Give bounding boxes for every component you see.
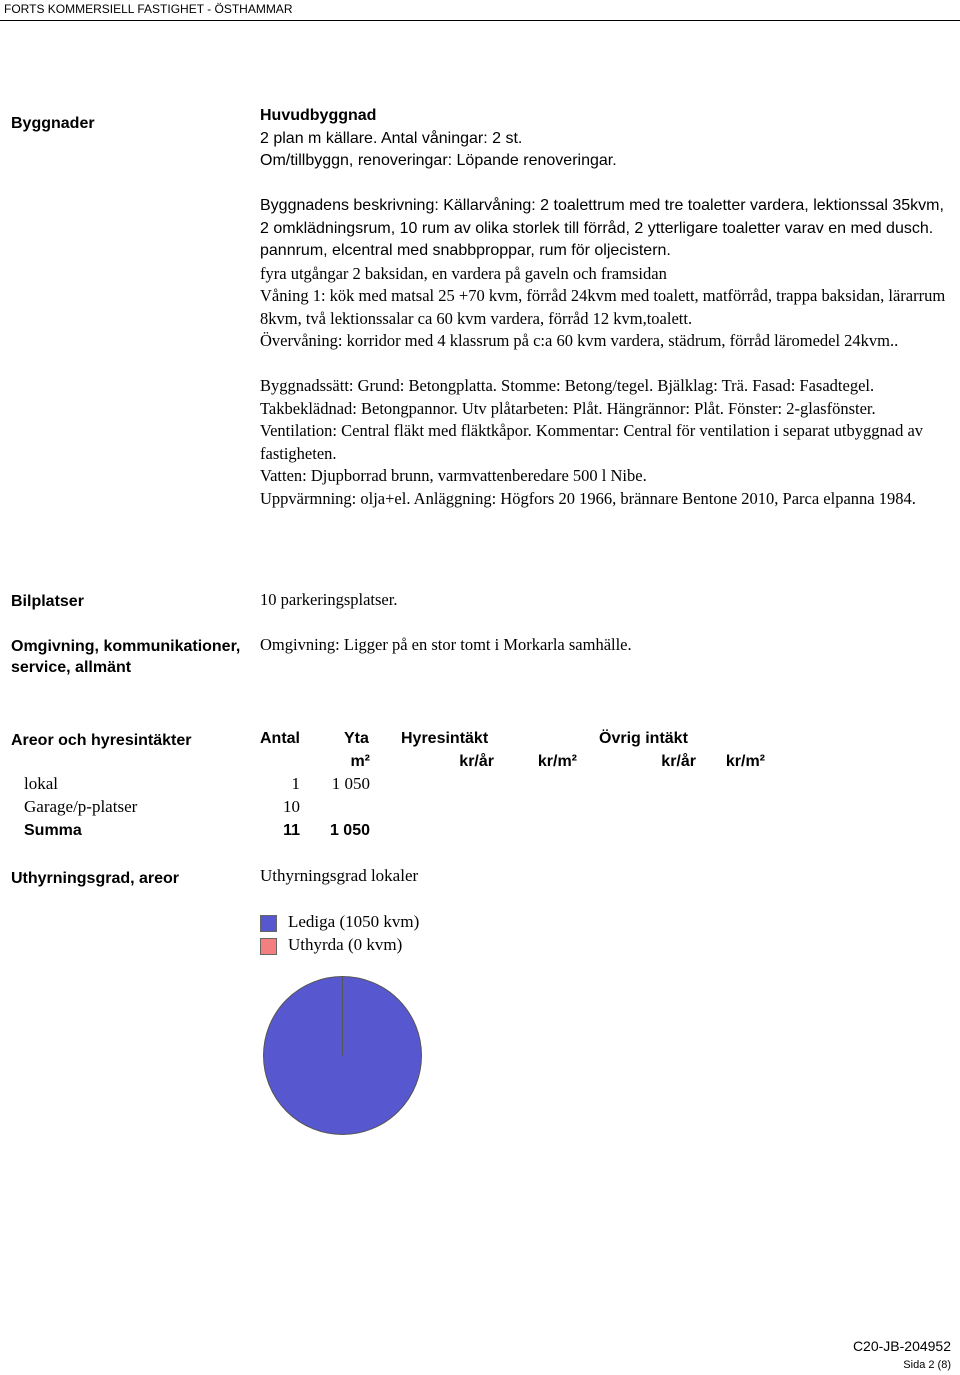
row-antal-summa: 11 <box>283 822 300 839</box>
col-header-hyresintakt: Hyresintäkt <box>401 730 489 747</box>
building-renovations: Om/tillbyggn, renoveringar: Löpande renoveringar. <box>260 152 617 169</box>
chart-title: Uthyrningsgrad lokaler <box>260 866 419 885</box>
row-yta-summa: 1 050 <box>329 822 370 839</box>
row-name-summa: Summa <box>24 822 82 839</box>
col-header-antal: Antal <box>260 730 300 747</box>
building-description-exits: fyra utgångar 2 baksidan, en vardera på gaveln och framsidan <box>260 263 667 283</box>
col-header-ovrig-intakt: Övrig intäkt <box>599 730 688 747</box>
byggnader-content <box>260 105 950 510</box>
legend-label-uthyrda: Uthyrda (0 kvm) <box>288 935 403 954</box>
row-antal-lokal: 1 <box>291 774 300 793</box>
unit-hyra-kr-m2: kr/m² <box>537 753 577 770</box>
building-heading: Huvudbyggnad <box>260 107 377 124</box>
document-header-title: FORTS KOMMERSIELL FASTIGHET - ÖSTHAMMAR <box>4 2 293 16</box>
building-construction: Byggnadssätt: Grund: Betongplatta. Stomme: Betong/tegel. Bjälklag: Trä. Fasad: Fasadtegel. Takbeklädnad: Betongpannor. Utv plåtarbeten: Plåt. Hängrännor: Plåt. Fönster: 2-glasfönster. Ventilation: Central fläkt med fläktkåpor. Kommentar: Central för ventilation i separat utbyggnad av fastigheten. <box>260 376 924 463</box>
row-name-lokal: lokal <box>24 774 58 793</box>
section-label-uthyrningsgrad: Uthyrningsgrad, areor <box>11 870 180 887</box>
row-name-garage: Garage/p-platser <box>24 797 138 816</box>
page-number: Sida 2 (8) <box>903 1359 951 1371</box>
building-floors: 2 plan m källare. Antal våningar: 2 st. <box>260 129 523 147</box>
pie-chart <box>255 968 430 1143</box>
header-divider <box>0 20 960 21</box>
col-header-yta: Yta <box>344 730 369 747</box>
unit-ovrig-kr-ar: kr/år <box>661 753 696 770</box>
bilplatser-text: 10 parkeringsplatser. <box>260 590 398 609</box>
section-label-byggnader: Byggnader <box>11 115 95 132</box>
building-description-upper-floor: Övervåning: korridor med 4 klassrum på c:a 60 kvm vardera, städrum, förråd läromedel 24kvm.. <box>260 331 899 350</box>
legend-swatch-lediga <box>260 915 277 932</box>
building-description: Byggnadens beskrivning: Källarvåning: 2 toalettrum med tre toaletter vardera, lektionssal 35kvm, 2 omklädningsrum, 10 rum av olika storlek till förråd, 2 ytterligare toaletter varav en med dusch. pannrum, elcentral med snabbproppar, rum för oljecistern. <box>260 197 944 259</box>
legend-swatch-uthyrda <box>260 938 277 955</box>
unit-hyra-kr-ar: kr/år <box>459 753 494 770</box>
unit-ovrig-kr-m2: kr/m² <box>725 753 765 770</box>
unit-m2: m² <box>350 753 370 770</box>
row-yta-lokal: 1 050 <box>331 774 370 793</box>
building-water: Vatten: Djupborrad brunn, varmvattenberedare 500 l Nibe. <box>260 466 647 485</box>
row-antal-garage: 10 <box>283 797 300 816</box>
building-heating: Uppvärmning: olja+el. Anläggning: Högfors 20 1966, brännare Bentone 2010, Parca elpanna 1984. <box>260 488 916 508</box>
building-description-floor1: Våning 1: kök med matsal 25 +70 kvm, förråd 24kvm med toalett, matförråd, trappa baksidan, lärarrum 8kvm, två lektionssalar ca 60 kvm vardera, förråd 12 kvm,toalett. <box>260 286 946 328</box>
section-label-bilplatser: Bilplatser <box>11 593 84 610</box>
omgivning-text: Omgivning: Ligger på en stor tomt i Morkarla samhälle. <box>260 635 632 654</box>
section-label-omgivning: Omgivning, kommunikationer, service, allmänt <box>11 638 241 676</box>
legend-label-lediga: Lediga (1050 kvm) <box>288 912 420 931</box>
section-label-areor: Areor och hyresintäkter <box>11 732 192 749</box>
document-id: C20-JB-204952 <box>852 1338 951 1354</box>
